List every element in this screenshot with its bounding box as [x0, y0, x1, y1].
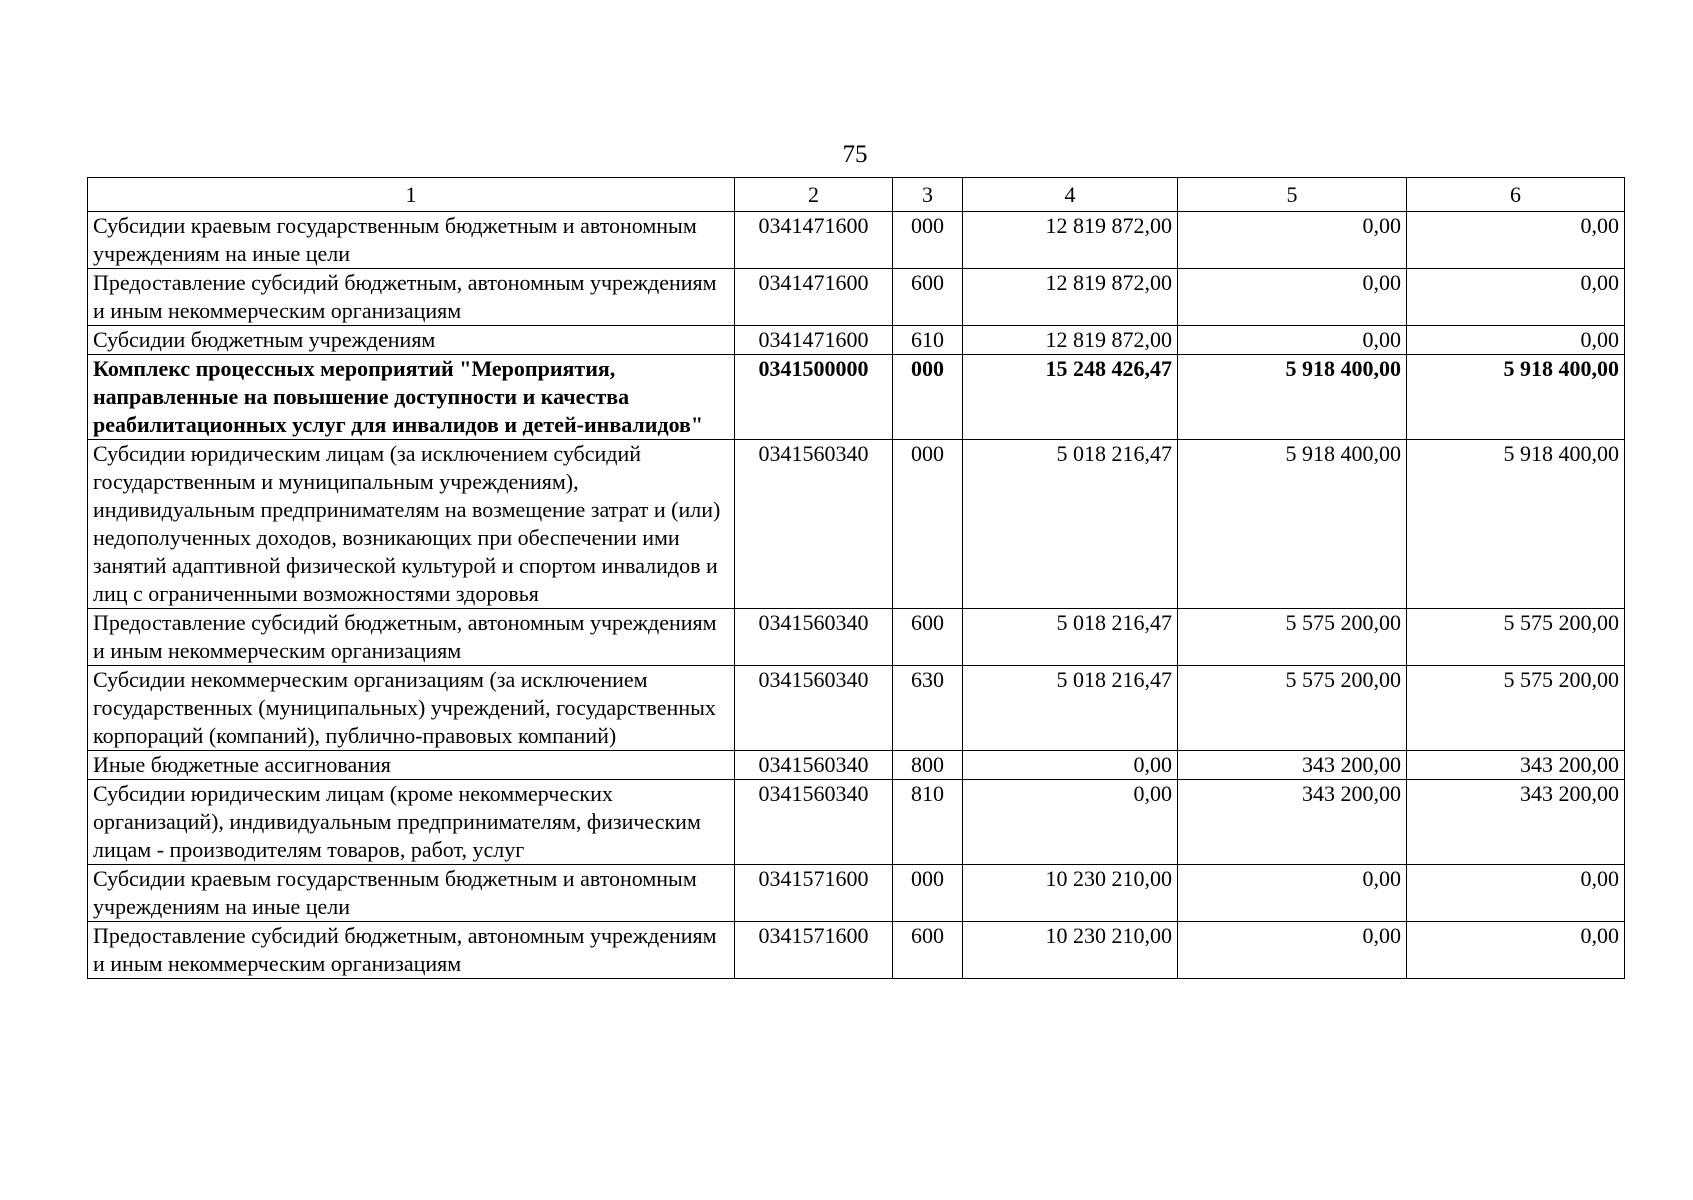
- column-header: 3: [893, 178, 963, 212]
- column-header: 5: [1178, 178, 1407, 212]
- table-row: [88, 269, 1625, 326]
- table-row: [88, 922, 1625, 979]
- row-target-code: 0341471600: [735, 212, 893, 269]
- row-target-code: 0341560340: [735, 440, 893, 609]
- row-name: Субсидии краевым государственным бюджетным и автономным учреждениям на иные цели: [88, 212, 735, 269]
- row-amount-col4: 10 230 210,00: [963, 865, 1178, 922]
- row-name: Предоставление субсидий бюджетным, автономным учреждениям и иным некоммерческим организациям: [88, 922, 735, 979]
- row-expense-type: 000: [893, 212, 963, 269]
- row-name: Предоставление субсидий бюджетным, автономным учреждениям и иным некоммерческим организациям: [88, 269, 735, 326]
- row-name: Субсидии юридическим лицам (за исключением субсидий государственным и муниципальным учреждениям), индивидуальным предпринимателям на возмещение затрат и (или) недополученных доходов, возникающих при обеспечении ими занятий адаптивной физической культурой и спортом инвалидов и лиц с ограниченными возможностями здоровья: [88, 440, 735, 609]
- row-amount-col6: 343 200,00: [1407, 780, 1625, 865]
- row-target-code: 0341560340: [735, 609, 893, 666]
- table-row: [88, 780, 1625, 865]
- row-amount-col5: 5 575 200,00: [1178, 609, 1407, 666]
- row-amount-col4: 12 819 872,00: [963, 326, 1178, 355]
- row-name: Субсидии краевым государственным бюджетным и автономным учреждениям на иные цели: [88, 865, 735, 922]
- row-amount-col6: 5 575 200,00: [1407, 666, 1625, 751]
- table-row: [88, 212, 1625, 269]
- row-amount-col6: 5 575 200,00: [1407, 609, 1625, 666]
- row-expense-type: 600: [893, 609, 963, 666]
- row-amount-col5: 0,00: [1178, 212, 1407, 269]
- row-name: Субсидии некоммерческим организациям (за исключением государственных (муниципальных) учреждений, государственных корпораций (компаний), публично-правовых компаний): [88, 666, 735, 751]
- row-target-code: 0341471600: [735, 326, 893, 355]
- row-name: Комплекс процессных мероприятий "Мероприятия, направленные на повышение доступности и качества реабилитационных услуг для инвалидов и детей-инвалидов": [88, 355, 735, 440]
- row-amount-col6: 0,00: [1407, 212, 1625, 269]
- row-amount-col5: 0,00: [1178, 326, 1407, 355]
- row-target-code: 0341560340: [735, 780, 893, 865]
- row-amount-col4: 0,00: [963, 751, 1178, 780]
- row-amount-col4: 12 819 872,00: [963, 269, 1178, 326]
- row-target-code: 0341560340: [735, 666, 893, 751]
- row-amount-col6: 0,00: [1407, 922, 1625, 979]
- table-header-row: [88, 178, 1625, 212]
- row-amount-col4: 15 248 426,47: [963, 355, 1178, 440]
- column-header: 2: [735, 178, 893, 212]
- row-target-code: 0341560340: [735, 751, 893, 780]
- table-row: [88, 865, 1625, 922]
- table-row: [88, 326, 1625, 355]
- row-expense-type: 000: [893, 865, 963, 922]
- row-target-code: 0341500000: [735, 355, 893, 440]
- row-amount-col5: 0,00: [1178, 922, 1407, 979]
- row-expense-type: 810: [893, 780, 963, 865]
- row-amount-col4: 12 819 872,00: [963, 212, 1178, 269]
- column-header: 6: [1407, 178, 1625, 212]
- row-name: Иные бюджетные ассигнования: [88, 751, 735, 780]
- row-amount-col6: 0,00: [1407, 269, 1625, 326]
- row-amount-col5: 0,00: [1178, 865, 1407, 922]
- table-row: [88, 355, 1625, 440]
- row-name: Субсидии бюджетным учреждениям: [88, 326, 735, 355]
- page-number: 75: [842, 141, 868, 168]
- row-amount-col6: 0,00: [1407, 326, 1625, 355]
- table-row: [88, 666, 1625, 751]
- column-header: 1: [88, 178, 735, 212]
- row-amount-col5: 0,00: [1178, 269, 1407, 326]
- table-row: [88, 609, 1625, 666]
- row-amount-col5: 5 575 200,00: [1178, 666, 1407, 751]
- row-amount-col4: 5 018 216,47: [963, 440, 1178, 609]
- row-target-code: 0341571600: [735, 922, 893, 979]
- row-amount-col4: 10 230 210,00: [963, 922, 1178, 979]
- row-amount-col6: 5 918 400,00: [1407, 440, 1625, 609]
- row-expense-type: 800: [893, 751, 963, 780]
- row-expense-type: 600: [893, 922, 963, 979]
- row-amount-col6: 5 918 400,00: [1407, 355, 1625, 440]
- row-amount-col4: 5 018 216,47: [963, 666, 1178, 751]
- row-name: Предоставление субсидий бюджетным, автономным учреждениям и иным некоммерческим организациям: [88, 609, 735, 666]
- table-row: [88, 440, 1625, 609]
- row-expense-type: 630: [893, 666, 963, 751]
- row-amount-col6: 0,00: [1407, 865, 1625, 922]
- row-target-code: 0341471600: [735, 269, 893, 326]
- column-header: 4: [963, 178, 1178, 212]
- row-amount-col4: 5 018 216,47: [963, 609, 1178, 666]
- row-amount-col5: 5 918 400,00: [1178, 355, 1407, 440]
- row-expense-type: 000: [893, 355, 963, 440]
- row-amount-col6: 343 200,00: [1407, 751, 1625, 780]
- row-amount-col4: 0,00: [963, 780, 1178, 865]
- row-amount-col5: 5 918 400,00: [1178, 440, 1407, 609]
- table-body: [88, 178, 1625, 979]
- table-row: [88, 751, 1625, 780]
- row-amount-col5: 343 200,00: [1178, 751, 1407, 780]
- row-expense-type: 000: [893, 440, 963, 609]
- row-expense-type: 610: [893, 326, 963, 355]
- row-target-code: 0341571600: [735, 865, 893, 922]
- row-name: Субсидии юридическим лицам (кроме некоммерческих организаций), индивидуальным предпринимателям, физическим лицам - производителям товаров, работ, услуг: [88, 780, 735, 865]
- row-expense-type: 600: [893, 269, 963, 326]
- row-amount-col5: 343 200,00: [1178, 780, 1407, 865]
- budget-table: [87, 177, 1625, 979]
